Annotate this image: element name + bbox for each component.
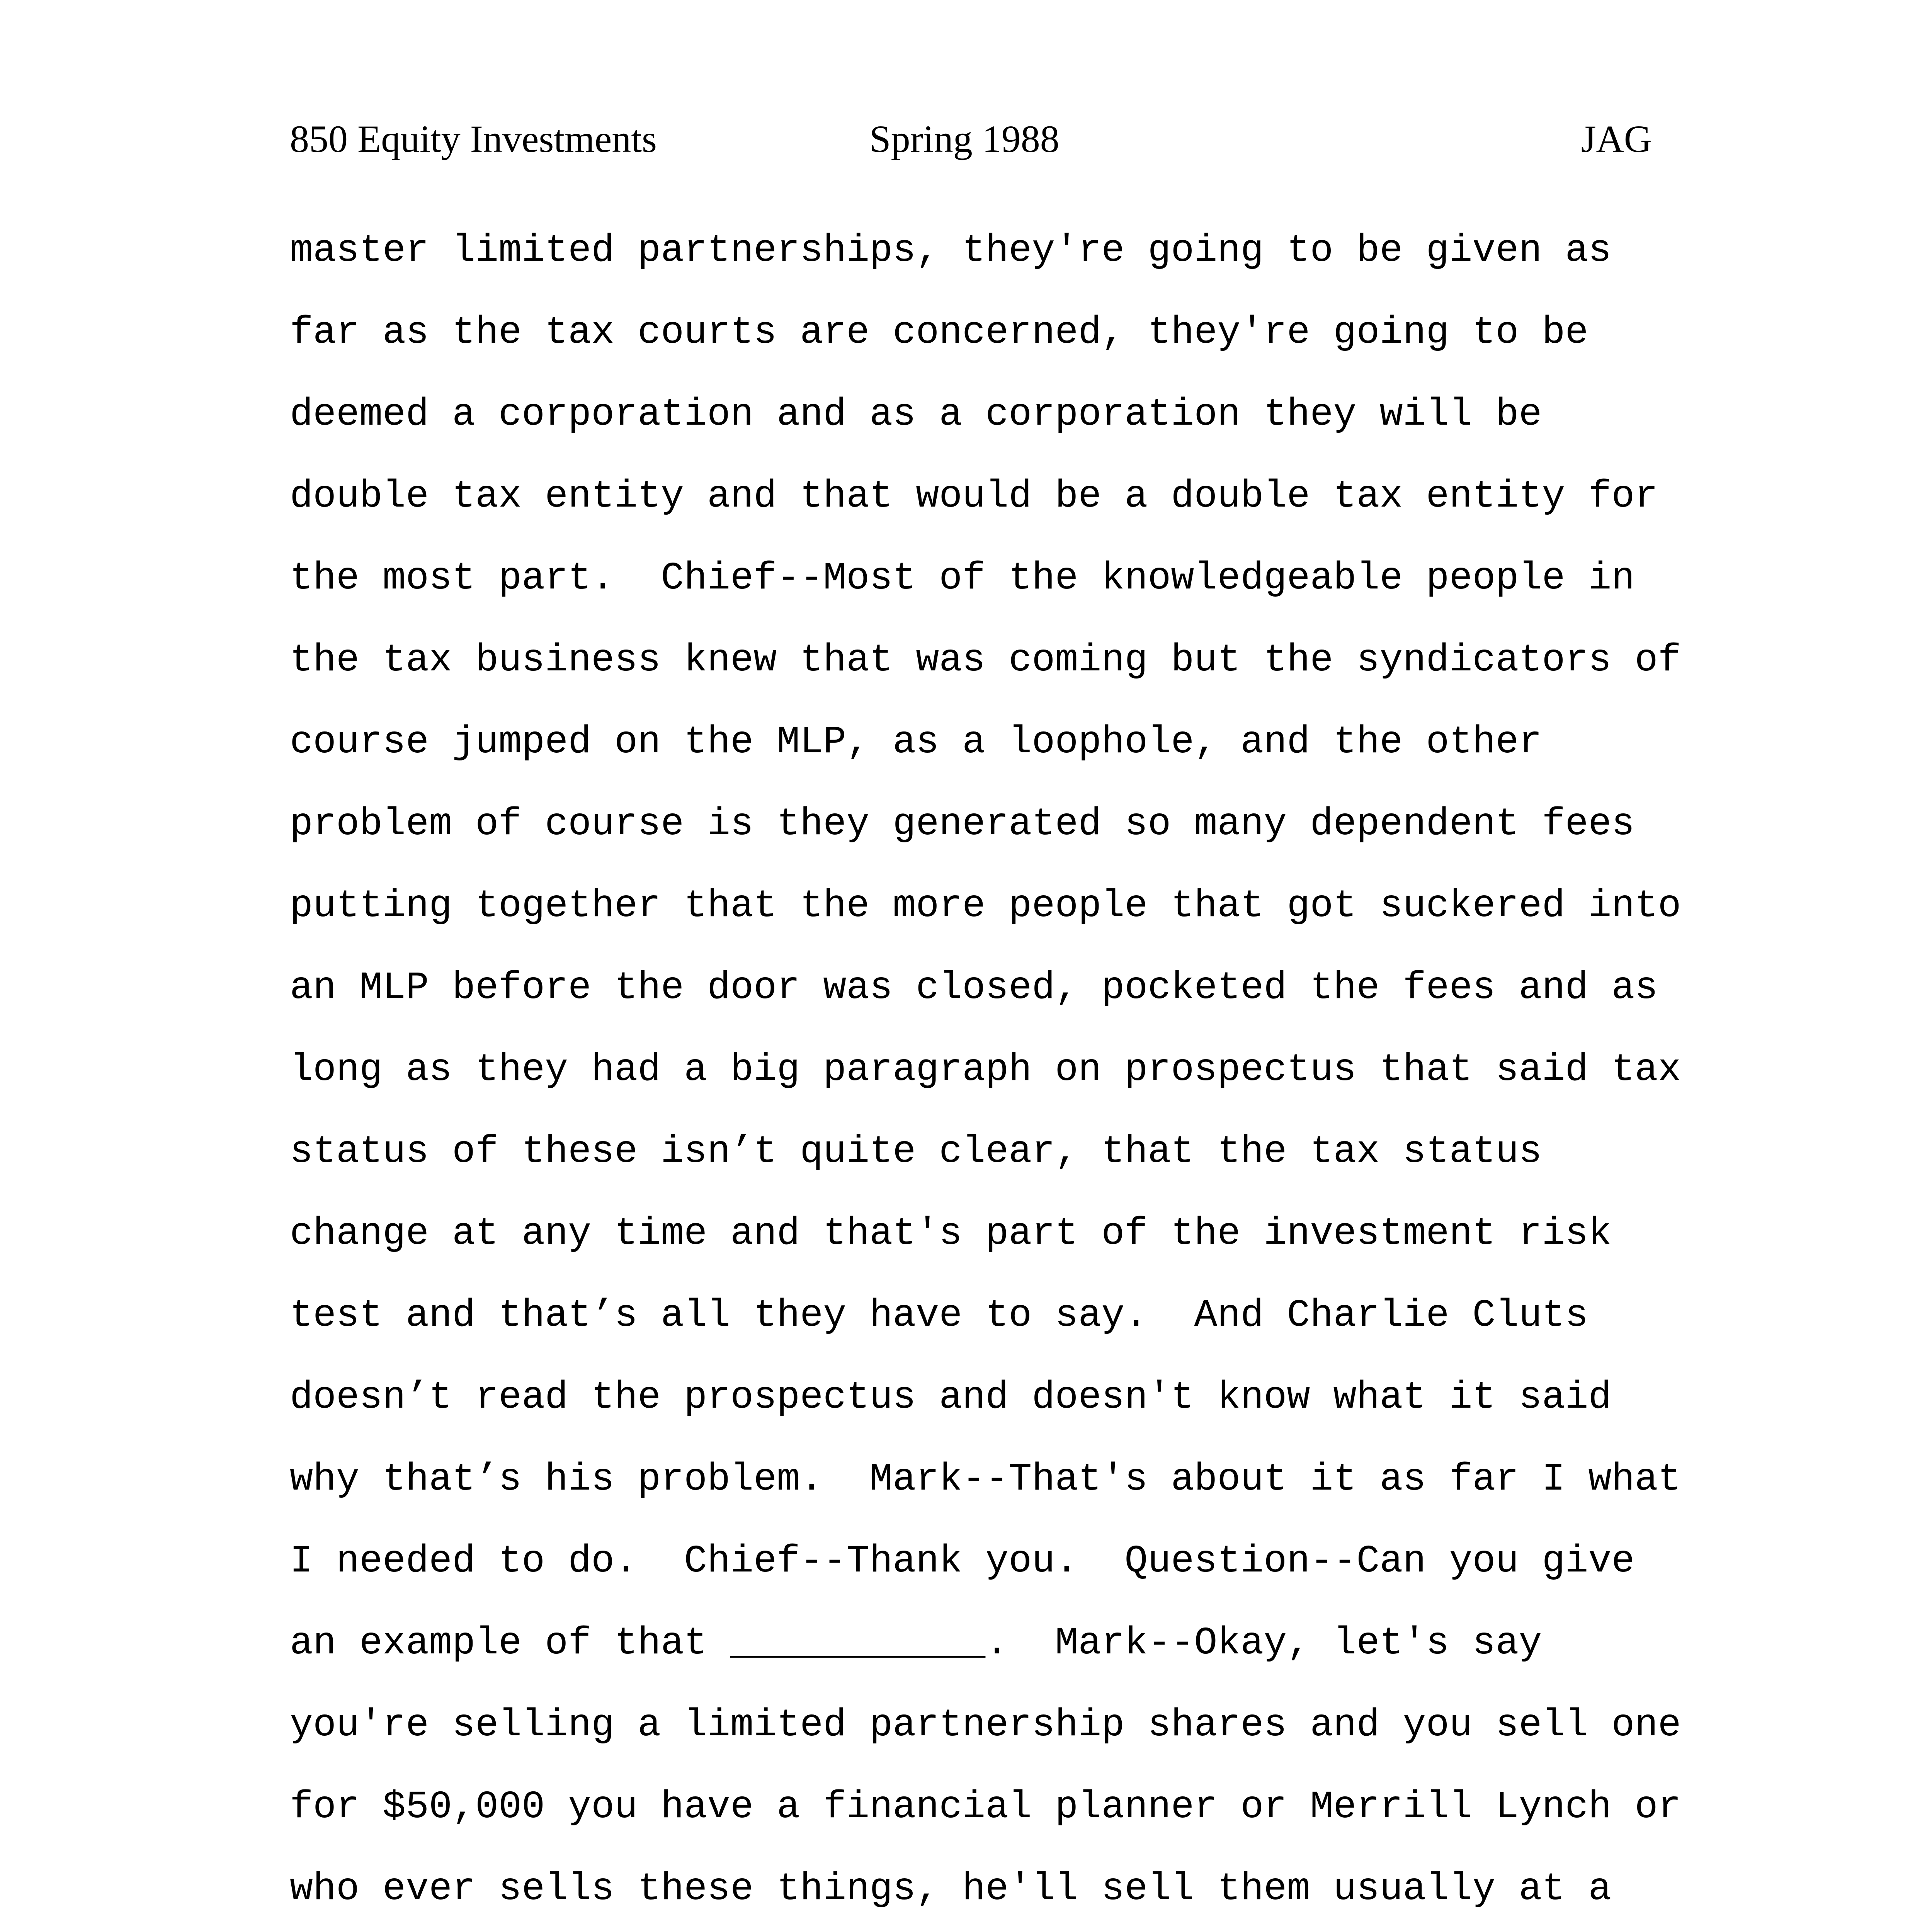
text-line: master limited partnerships, they're going to be given as bbox=[290, 229, 1612, 273]
transcript-body bbox=[290, 228, 1719, 1932]
text-line: far as the tax courts are concerned, they're going to be bbox=[290, 311, 1588, 355]
text-line: course jumped on the MLP, as a loophole, and the other bbox=[290, 721, 1542, 764]
header-author-initials: JAG bbox=[1581, 117, 1652, 160]
page-header bbox=[290, 116, 1652, 162]
text-line: double tax entity and that would be a double tax entity for bbox=[290, 475, 1658, 519]
text-line: you're selling a limited partnership shares and you sell one bbox=[290, 1704, 1681, 1747]
text-line: who ever sells these things, he'll sell them usually at a bbox=[290, 1867, 1612, 1911]
text-line: long as they had a big paragraph on prospectus that said tax bbox=[290, 1048, 1681, 1092]
text-line: the tax business knew that was coming but the syndicators of bbox=[290, 639, 1681, 682]
text-line: problem of course is they generated so many dependent fees bbox=[290, 803, 1635, 846]
text-line: for $50,000 you have a financial planner or Merrill Lynch or bbox=[290, 1786, 1681, 1829]
text-line: putting together that the more people that got suckered into bbox=[290, 884, 1681, 928]
header-term: Spring 1988 bbox=[869, 117, 1060, 160]
text-line: the most part. Chief--Most of the knowledgeable people in bbox=[290, 557, 1635, 600]
text-line: status of these isn’t quite clear, that the tax status bbox=[290, 1130, 1542, 1174]
text-line: deemed a corporation and as a corporation they will be bbox=[290, 393, 1542, 437]
text-line: test and that’s all they have to say. And Charlie Cluts bbox=[290, 1294, 1588, 1338]
text-line: an MLP before the door was closed, pocketed the fees and as bbox=[290, 966, 1658, 1010]
header-course-title: 850 Equity Investments bbox=[290, 117, 657, 160]
text-line: why that’s his problem. Mark--That's about it as far I what bbox=[290, 1458, 1681, 1502]
text-line: change at any time and that's part of the investment risk bbox=[290, 1212, 1612, 1256]
text-line: I needed to do. Chief--Thank you. Question--Can you give bbox=[290, 1540, 1635, 1583]
text-line: an example of that ___________. Mark--Okay, let's say bbox=[290, 1622, 1542, 1665]
text-line: doesn’t read the prospectus and doesn't know what it said bbox=[290, 1376, 1612, 1420]
